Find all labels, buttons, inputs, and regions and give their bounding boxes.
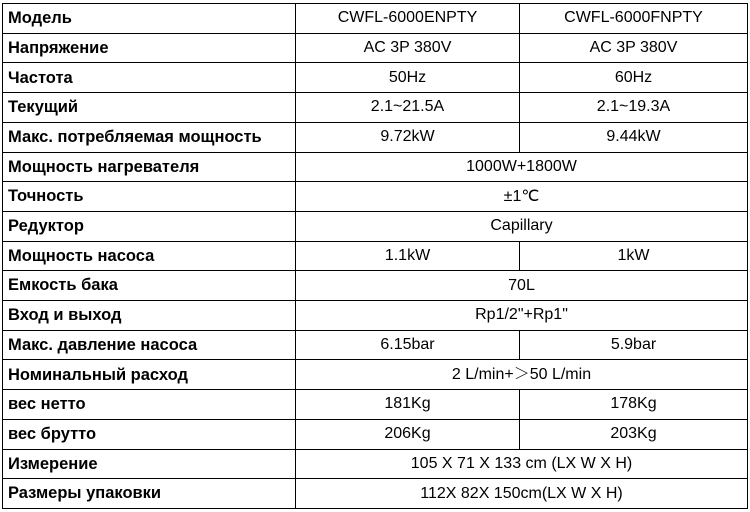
row-label: Текущий — [3, 93, 296, 123]
table-row — [3, 93, 748, 123]
table-row — [3, 390, 748, 420]
value-merged: 105 X 71 X 133 cm (LX W X H) — [296, 449, 748, 479]
value-merged: 70L — [296, 271, 748, 301]
row-label: Вход и выход — [3, 301, 296, 331]
value-model-b: 5.9bar — [520, 330, 748, 360]
table-row — [3, 360, 748, 390]
table-row — [3, 479, 748, 509]
value-model-a: 1.1kW — [296, 241, 520, 271]
spec-table — [2, 3, 748, 509]
value-model-a: 206Kg — [296, 419, 520, 449]
row-label: Модель — [3, 4, 296, 34]
value-model-a: AC 3P 380V — [296, 33, 520, 63]
table-row — [3, 63, 748, 93]
row-label: Размеры упаковки — [3, 479, 296, 509]
value-model-a: CWFL-6000ENPTY — [296, 4, 520, 34]
row-label: Частота — [3, 63, 296, 93]
value-merged: Rp1/2"+Rp1" — [296, 301, 748, 331]
row-label: Емкость бака — [3, 271, 296, 301]
table-row — [3, 33, 748, 63]
table-row — [3, 211, 748, 241]
value-model-a: 9.72kW — [296, 122, 520, 152]
value-model-b: AC 3P 380V — [520, 33, 748, 63]
table-row — [3, 182, 748, 212]
row-label: Напряжение — [3, 33, 296, 63]
value-merged: 1000W+1800W — [296, 152, 748, 182]
value-merged: Capillary — [296, 211, 748, 241]
value-merged: ±1℃ — [296, 182, 748, 212]
value-model-b: 178Kg — [520, 390, 748, 420]
row-label: Мощность насоса — [3, 241, 296, 271]
table-row — [3, 271, 748, 301]
table-row — [3, 152, 748, 182]
table-row — [3, 241, 748, 271]
row-label: вес брутто — [3, 419, 296, 449]
value-model-a: 181Kg — [296, 390, 520, 420]
value-model-b: 203Kg — [520, 419, 748, 449]
table-row — [3, 419, 748, 449]
row-label: Точность — [3, 182, 296, 212]
value-merged: 2 L/min+＞50 L/min — [296, 360, 748, 390]
row-label: Макс. давление насоса — [3, 330, 296, 360]
value-model-a: 2.1~21.5A — [296, 93, 520, 123]
value-model-b: CWFL-6000FNPTY — [520, 4, 748, 34]
value-model-a: 50Hz — [296, 63, 520, 93]
value-model-a: 6.15bar — [296, 330, 520, 360]
table-row — [3, 330, 748, 360]
value-model-b: 9.44kW — [520, 122, 748, 152]
row-label: Номинальный расход — [3, 360, 296, 390]
value-model-b: 2.1~19.3A — [520, 93, 748, 123]
row-label: Мощность нагревателя — [3, 152, 296, 182]
value-model-b: 1kW — [520, 241, 748, 271]
row-label: Макс. потребляемая мощность — [3, 122, 296, 152]
table-row — [3, 4, 748, 34]
row-label: Редуктор — [3, 211, 296, 241]
table-row — [3, 301, 748, 331]
value-merged: 112X 82X 150cm(LX W X H) — [296, 479, 748, 509]
row-label: вес нетто — [3, 390, 296, 420]
row-label: Измерение — [3, 449, 296, 479]
table-row — [3, 122, 748, 152]
table-row — [3, 449, 748, 479]
value-model-b: 60Hz — [520, 63, 748, 93]
